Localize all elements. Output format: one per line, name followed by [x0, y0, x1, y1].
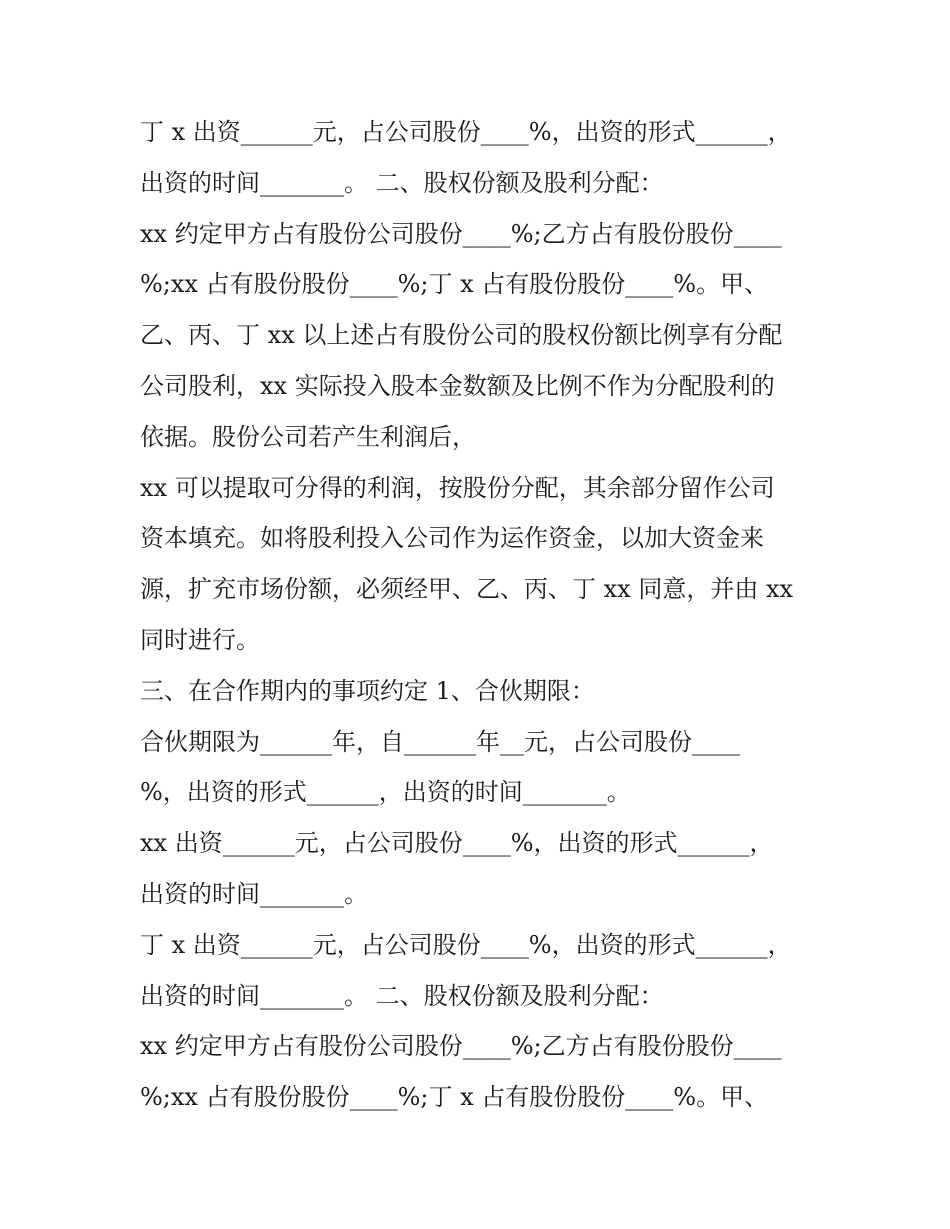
text-line: 出资的时间_______。: [140, 879, 368, 908]
text-line: xx 出资______元，占公司股份____%，出资的形式______，: [140, 829, 774, 858]
text-line: %;xx 占有股份股份____%;丁 x 占有股份股份____%。甲、: [140, 1083, 769, 1112]
text-line: 资本填充。如将股利投入公司作为运作资金，以加大资金来: [140, 524, 764, 553]
text-line: 公司股利，xx 实际投入股本金数额及比例不作为分配股利的: [140, 371, 775, 400]
text-line: xx 约定甲方占有股份公司股份____%;乙方占有股份股份____: [140, 1032, 782, 1061]
text-line: %，出资的形式______，出资的时间_______。: [140, 778, 631, 807]
document-body: [140, 107, 820, 1123]
text-line: xx 可以提取可分得的利润，按股份分配，其余部分留作公司: [140, 473, 775, 502]
text-line: 同时进行。: [140, 625, 260, 654]
text-line: 依据。股份公司若产生利润后，: [140, 422, 476, 451]
text-line: 出资的时间_______。 二、股权份额及股利分配：: [140, 168, 664, 197]
text-line: %;xx 占有股份股份____%;丁 x 占有股份股份____%。甲、: [140, 270, 769, 299]
text-line: xx 约定甲方占有股份公司股份____%;乙方占有股份股份____: [140, 219, 782, 248]
text-line: 乙、丙、丁 xx 以上述占有股份公司的股权份额比例享有分配: [140, 321, 783, 350]
text-line: 源，扩充市场份额，必须经甲、乙、丙、丁 xx 同意，并由 xx: [140, 575, 794, 604]
text-line: 三、在合作期内的事项约定 1、合伙期限：: [140, 676, 595, 705]
text-line: 出资的时间_______。 二、股权份额及股利分配：: [140, 981, 664, 1010]
text-line: 丁 x 出资______元，占公司股份____%，出资的形式______，: [140, 930, 792, 959]
text-line: 丁 x 出资______元，占公司股份____%，出资的形式______，: [140, 118, 792, 146]
text-line: 合伙期限为______年，自______年__元，占公司股份____: [140, 727, 740, 756]
